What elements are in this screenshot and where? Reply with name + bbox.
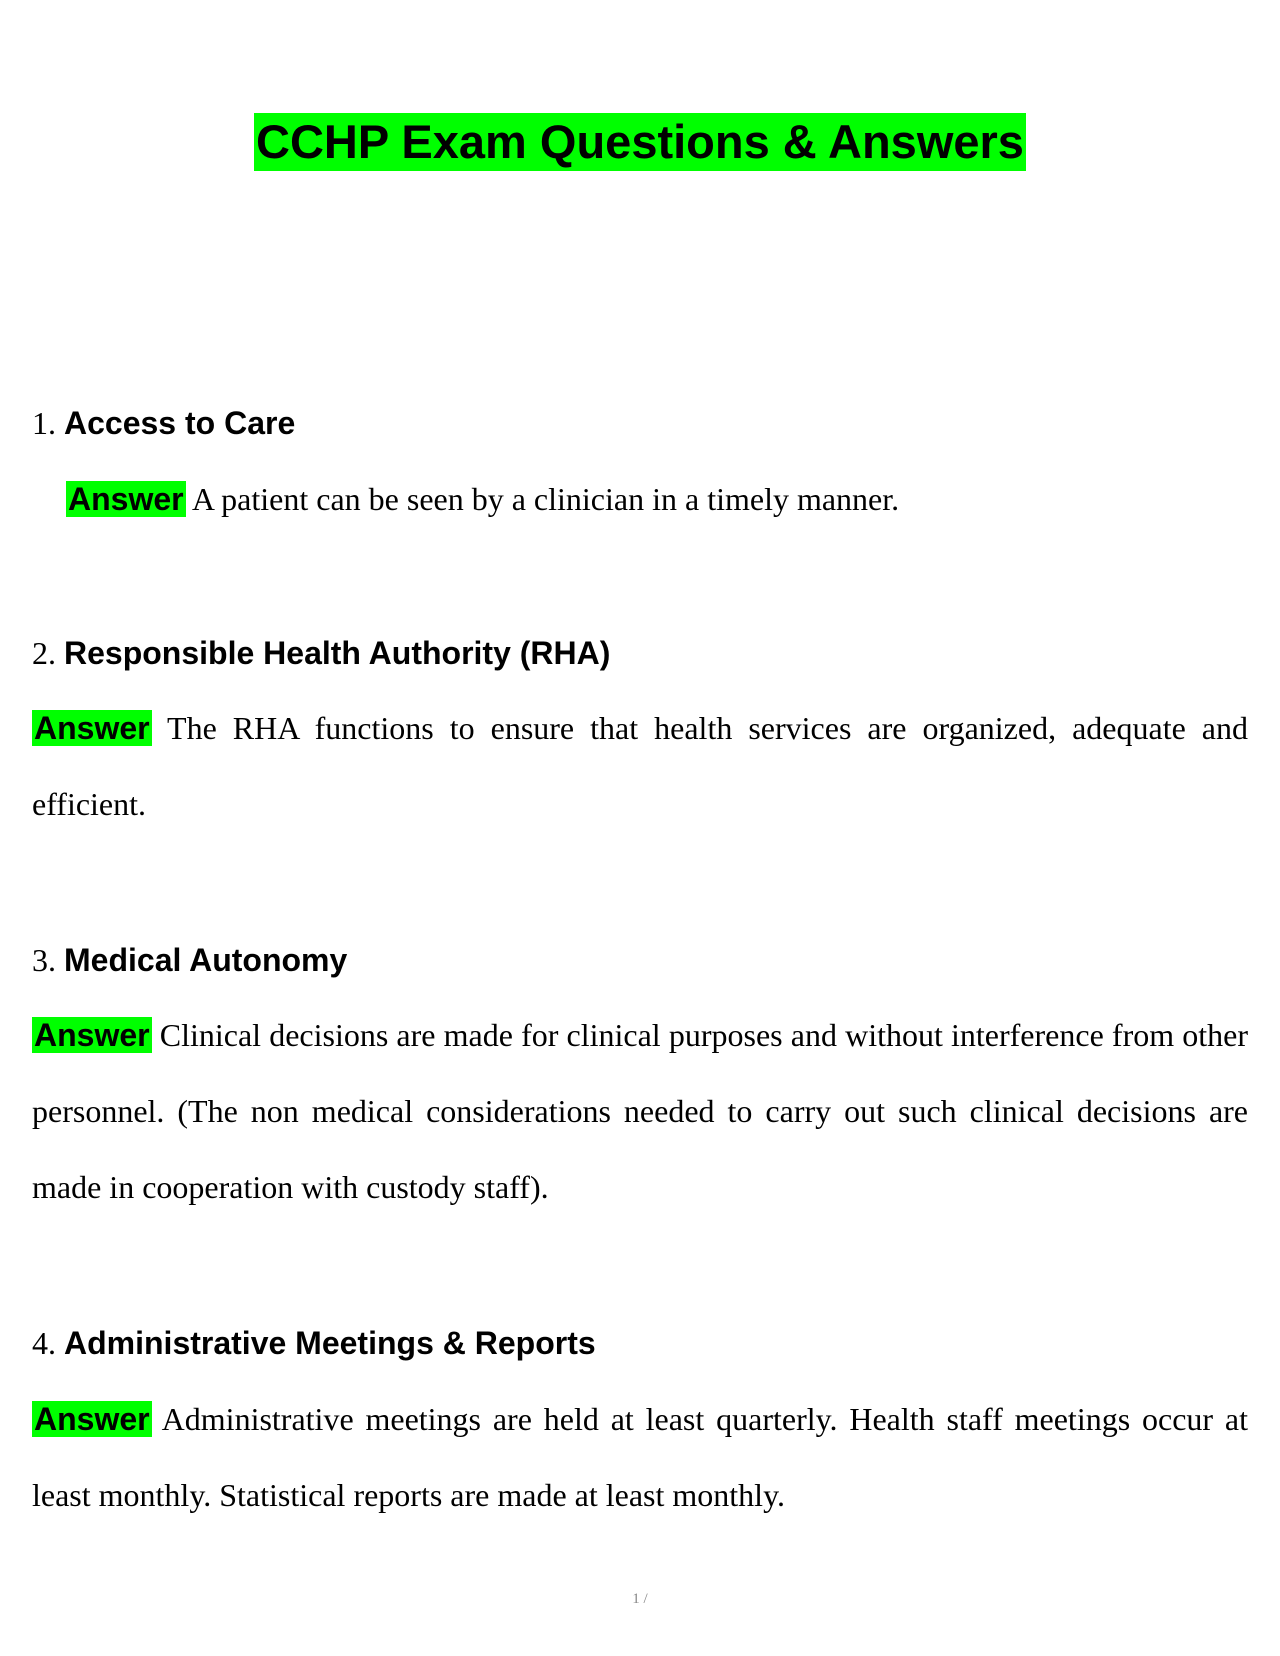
answer-text: Administrative meetings are held at least quarterly. Health staff meetings occur at least monthly. Statistical reports are made at least monthly. xyxy=(32,1401,1249,1513)
answer-text: A patient can be seen by a clinician in a timely manner. xyxy=(191,481,900,517)
question-number: 3. xyxy=(32,942,56,978)
answer-text: Clinical decisions are made for clinical purposes and without interference from other personnel. (The non medical considerations needed to carry out such clinical decisions are made in cooperation with custody staff). xyxy=(32,1017,1248,1205)
answer-block xyxy=(32,997,1248,1225)
answer-block xyxy=(66,461,1216,537)
title-container xyxy=(0,113,1280,171)
answer-block xyxy=(32,1381,1248,1533)
answer-text: The RHA functions to ensure that health services are organized, adequate and efficient. xyxy=(32,710,1249,822)
question-title: Medical Autonomy xyxy=(64,942,348,978)
question-number: 4. xyxy=(32,1325,56,1361)
answer-label: Answer xyxy=(34,1401,150,1437)
question-title: Administrative Meetings & Reports xyxy=(64,1325,596,1361)
answer-block xyxy=(32,690,1248,842)
question-heading xyxy=(32,403,295,443)
question-number: 2. xyxy=(32,635,56,671)
answer-label: Answer xyxy=(34,1017,150,1053)
question-title: Access to Care xyxy=(64,405,296,441)
answer-label: Answer xyxy=(34,710,150,746)
question-heading xyxy=(32,940,347,980)
question-heading xyxy=(32,633,610,673)
page-number: 1 / xyxy=(632,1591,648,1607)
page-title: CCHP Exam Questions & Answers xyxy=(254,113,1026,171)
question-title: Responsible Health Authority (RHA) xyxy=(64,635,611,671)
question-heading xyxy=(32,1323,596,1363)
answer-label: Answer xyxy=(68,481,184,517)
question-number: 1. xyxy=(32,405,56,441)
